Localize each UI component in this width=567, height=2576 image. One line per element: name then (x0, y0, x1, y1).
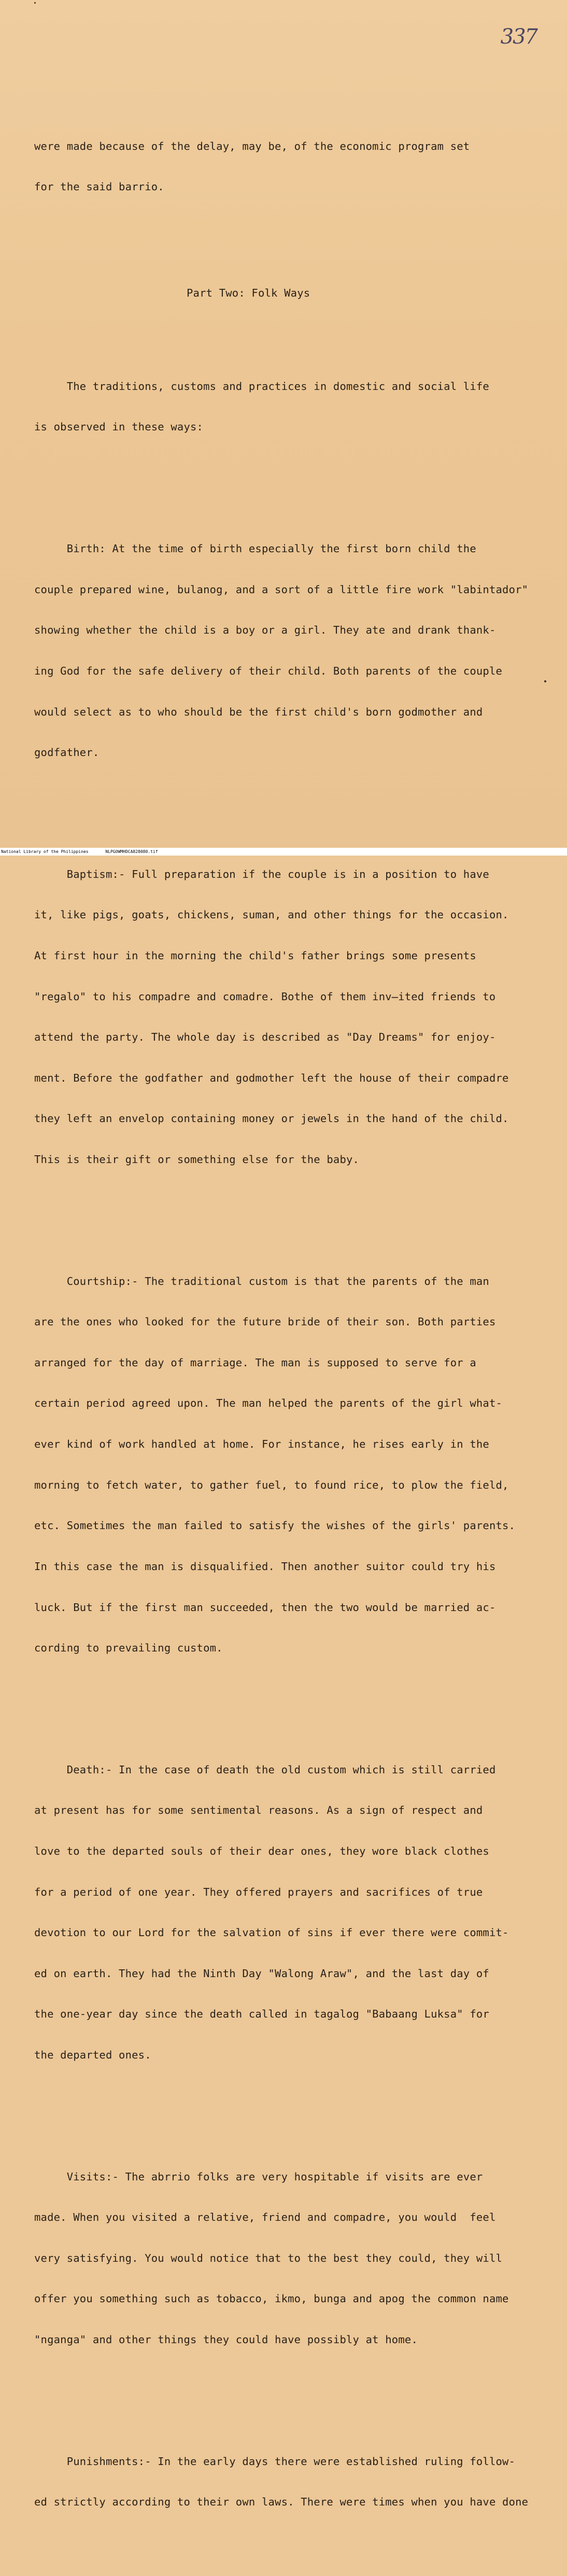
text-line: This is their gift or something else for the baby. (34, 1153, 360, 1166)
ink-speck (34, 2, 36, 4)
text-line: certain period agreed upon. The man helped the parents of the girl what- (34, 1397, 503, 1410)
text-line: At first hour in the morning the child's father brings some presents (34, 949, 476, 962)
text-line: "regalo" to his compadre and comadre. Bothe of them inv̶ited friends to (34, 990, 496, 1003)
text-line: love to the departed souls of their dear ones, they wore black clothes (34, 1844, 489, 1857)
paragraph-baptism (34, 840, 547, 1193)
text-line: Baptism:- Full preparation if the couple is in a position to have (34, 867, 489, 880)
text-line: The traditions, customs and practices in domestic and social life (34, 380, 489, 393)
paragraph-courtship (34, 1247, 547, 1682)
text-line: Visits:- The abrrio folks are very hospitable if visits are ever (34, 2170, 483, 2183)
text-line: Punishments:- In the early days there were established ruling follow- (34, 2455, 516, 2468)
text-line: ever kind of work handled at home. For instance, he rises early in the (34, 1438, 489, 1451)
text-line: "nganga" and other things they could have possibly at home. (34, 2333, 418, 2346)
text-line: very satisfying. You would notice that to the best they could, they will (34, 2251, 503, 2264)
text-line: the one-year day since the death called in tagalog "Babaang Luksa" for (34, 2008, 489, 2021)
intro-paragraph (34, 112, 547, 221)
text-line: devotion to our Lord for the salvation of sins if ever there were commit- (34, 1926, 509, 1939)
text-line: couple prepared wine, bulanog, and a sort of a little fire work "labintador" (34, 583, 529, 596)
text-line: ed strictly according to their own laws. There were times when you have done (34, 2496, 529, 2509)
text-line: for a period of one year. They offered prayers and sacrifices of true (34, 1885, 483, 1898)
text-line: etc. Sometimes the man failed to satisfy the wishes of the girls' parents. (34, 1519, 516, 1532)
text-line: ed on earth. They had the Ninth Day "Walong Araw", and the last day of (34, 1967, 489, 1980)
section-heading: Part Two: Folk Ways (187, 286, 310, 299)
document-body (34, 85, 547, 2576)
text-line: ment. Before the godfather and godmother left the house of their compadre (34, 1071, 509, 1084)
text-line: arranged for the day of marriage. The man is supposed to serve for a (34, 1356, 476, 1369)
text-line: is observed in these ways: (34, 421, 204, 433)
page-number: 337 (500, 25, 537, 49)
text-line: Death:- In the case of death the old custom which is still carried (34, 1763, 496, 1776)
paragraph-traditions (34, 352, 547, 461)
ink-speck (544, 680, 546, 682)
text-line: cording to prevailing custom. (34, 1642, 223, 1655)
text-line: offer you something such as tobacco, ikmo, bunga and apog the common name (34, 2292, 509, 2305)
text-line: attend the party. The whole day is described as "Day Dreams" for enjoy- (34, 1031, 496, 1044)
paragraph-birth (34, 515, 547, 787)
text-line: showing whether the child is a boy or a girl. They ate and drank thank- (34, 624, 496, 637)
text-line: were made because of the delay, may be, of the economic program set (34, 139, 470, 152)
text-line: made. When you visited a relative, friend and compadre, you would feel (34, 2211, 496, 2224)
text-line: Birth: At the time of birth especially the first born child the (34, 542, 476, 555)
footer-file: NLPGOWMHDCA828080.tif (105, 849, 158, 854)
text-line: would select as to who should be the first child's born godmother and (34, 705, 483, 718)
text-line: for the said barrio. (34, 180, 164, 193)
text-line: In this case the man is disqualified. Then another suitor could try his (34, 1560, 496, 1573)
text-line: morning to fetch water, to gather fuel, to found rice, to plow the field, (34, 1478, 509, 1491)
paragraph-visits (34, 2143, 547, 2373)
text-line: ing God for the safe delivery of their child. Both parents of the couple (34, 664, 503, 677)
text-line: the departed ones. (34, 2049, 151, 2062)
text-line: luck. But if the first man succeeded, then the two would be married ac- (34, 1601, 496, 1614)
text-line: they left an envelop containing money or jewels in the hand of the child. (34, 1112, 509, 1125)
text-line: Courtship:- The traditional custom is that the parents of the man (34, 1275, 489, 1287)
text-line: are the ones who looked for the future bride of their son. Both parties (34, 1315, 496, 1328)
text-line: it, like pigs, goats, chickens, suman, and other things for the occasion. (34, 908, 509, 921)
footer-library: National Library of the Philippines (1, 849, 89, 854)
paragraph-death (34, 1735, 547, 2089)
paragraph-punishments (34, 2427, 547, 2536)
text-line: godfather. (34, 746, 100, 759)
archive-footer (0, 848, 567, 856)
text-line: at present has for some sentimental reasons. As a sign of respect and (34, 1804, 483, 1817)
